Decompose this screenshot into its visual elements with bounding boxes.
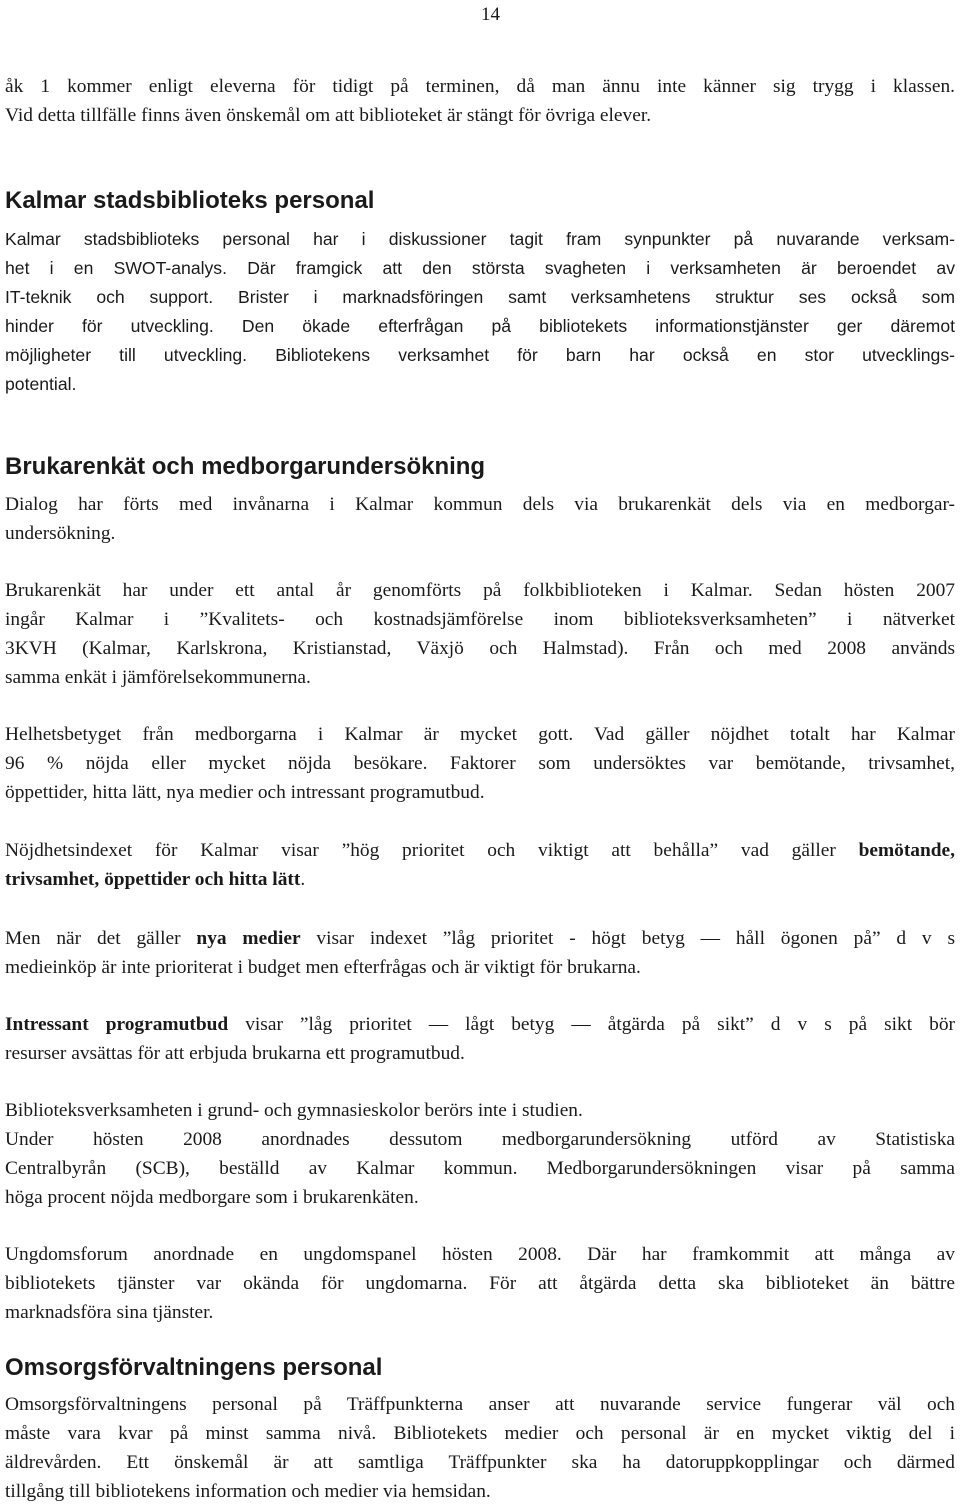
care-line: måste vara kvar på minst samma nivå. Bibliotekets medier och personal är en mycket viktig del i xyxy=(5,1423,955,1444)
survey-text: visar indexet ”låg prioritet - högt betyg — håll ögonen på” d v s xyxy=(300,928,955,949)
intro-line: Vid detta tillfälle finns även önskemål om att biblioteket är stängt för övriga elever. xyxy=(5,105,652,126)
survey-paragraph-7 xyxy=(5,1096,955,1212)
survey-line: bibliotekets tjänster var okända för ungdomarna. För att åtgärda detta ska biblioteket än bättre xyxy=(5,1273,955,1294)
survey-paragraph-6 xyxy=(5,1010,955,1068)
survey-line xyxy=(5,836,955,865)
survey-emphasis: nya medier xyxy=(196,928,301,949)
survey-line xyxy=(5,1010,955,1039)
survey-line: Helhetsbetyget från medborgarna i Kalmar är mycket gott. Vad gäller nöjdhet totalt har Kalmar xyxy=(5,724,955,745)
survey-emphasis: trivsamhet, öppettider och hitta lätt xyxy=(5,869,301,890)
survey-paragraph-8 xyxy=(5,1240,955,1327)
survey-paragraph-2 xyxy=(5,576,955,692)
staff-line: Kalmar stadsbiblioteks personal har i diskussioner tagit fram synpunkter på nuvarande verksam- xyxy=(5,229,955,249)
survey-line: marknadsföra sina tjänster. xyxy=(5,1302,214,1323)
survey-emphasis: bemötande, xyxy=(858,840,955,861)
care-line: tillgång till bibliotekens information och medier via hemsidan. xyxy=(5,1481,491,1502)
staff-line: möjligheter till utveckling. Bibliotekens verksamhet för barn har också en stor utvecklings- xyxy=(5,345,955,365)
survey-line: medieinköp är inte prioriterat i budget men efterfrågas och är viktigt för brukarna. xyxy=(5,957,641,978)
staff-line: het i en SWOT-analys. Där framgick att den största svagheten i verksamheten är beroendet av xyxy=(5,258,955,278)
section-heading-care: Omsorgsförvaltningens personal xyxy=(5,1354,383,1381)
staff-line: hinder för utveckling. Den ökade efterfrågan på bibliotekets informationstjänster ger däremot xyxy=(5,316,955,336)
care-paragraph xyxy=(5,1390,955,1506)
survey-paragraph-4 xyxy=(5,836,955,894)
survey-line: undersökning. xyxy=(5,523,116,544)
survey-line: Under hösten 2008 anordnades dessutom medborgarundersökning utförd av Statistiska xyxy=(5,1129,955,1150)
intro-line: åk 1 kommer enligt eleverna för tidigt på terminen, då man ännu inte känner sig trygg i klassen. xyxy=(5,76,955,97)
survey-line: Biblioteksverksamheten i grund- och gymnasieskolor berörs inte i studien. xyxy=(5,1100,583,1121)
survey-line: höga procent nöjda medborgare som i brukarenkäten. xyxy=(5,1187,419,1208)
survey-text: Nöjdhetsindexet för Kalmar visar ”hög prioritet och viktigt att behålla” vad gäller xyxy=(5,840,859,861)
survey-line: öppettider, hitta lätt, nya medier och intressant programutbud. xyxy=(5,782,485,803)
survey-line xyxy=(5,865,955,894)
survey-paragraph-5 xyxy=(5,924,955,982)
survey-paragraph-1 xyxy=(5,490,955,548)
survey-line: Ungdomsforum anordnade en ungdomspanel hösten 2008. Där har framkommit att många av xyxy=(5,1244,955,1265)
survey-text: . xyxy=(300,869,306,890)
staff-paragraph xyxy=(5,225,955,399)
section-heading-survey: Brukarenkät och medborgarundersökning xyxy=(5,453,486,480)
care-line: Omsorgsförvaltningens personal på Träffpunkterna anser att nuvarande service fungerar väl och xyxy=(5,1394,955,1415)
survey-line: Centralbyrån (SCB), beställd av Kalmar kommun. Medborgarundersökningen visar på samma xyxy=(5,1158,955,1179)
survey-text: Men när det gäller xyxy=(5,928,197,949)
survey-line: 96 % nöjda eller mycket nöjda besökare. Faktorer som undersöktes var bemötande, trivsamhet, xyxy=(5,753,955,774)
care-line: äldrevården. Ett önskemål är att samtliga Träffpunkter ska ha datoruppkopplingar och därmed xyxy=(5,1452,955,1473)
survey-line xyxy=(5,924,955,953)
survey-line: samma enkät i jämförelsekommunerna. xyxy=(5,667,311,688)
survey-paragraph-3 xyxy=(5,720,955,807)
intro-paragraph xyxy=(5,72,955,130)
section-heading-staff: Kalmar stadsbiblioteks personal xyxy=(5,187,375,214)
staff-line: potential. xyxy=(5,374,77,394)
survey-line: 3KVH (Kalmar, Karlskrona, Kristianstad, Växjö och Halmstad). Från och med 2008 används xyxy=(5,638,955,659)
survey-line: Brukarenkät har under ett antal år genomförts på folkbiblioteken i Kalmar. Sedan hösten 2007 xyxy=(5,580,955,601)
survey-line: resurser avsättas för att erbjuda brukarna ett programutbud. xyxy=(5,1043,465,1064)
survey-text: visar ”låg prioritet — lågt betyg — åtgärda på sikt” d v s på sikt bör xyxy=(228,1014,955,1035)
staff-line: IT-teknik och support. Brister i marknadsföringen samt verksamhetens struktur ses också som xyxy=(5,287,955,307)
page-number: 14 xyxy=(481,4,500,25)
survey-emphasis: Intressant programutbud xyxy=(5,1014,229,1035)
survey-line: ingår Kalmar i ”Kvalitets- och kostnadsjämförelse inom biblioteksverksamheten” i nätverket xyxy=(5,609,955,630)
survey-line: Dialog har förts med invånarna i Kalmar kommun dels via brukarenkät dels via en medborgar- xyxy=(5,494,955,515)
